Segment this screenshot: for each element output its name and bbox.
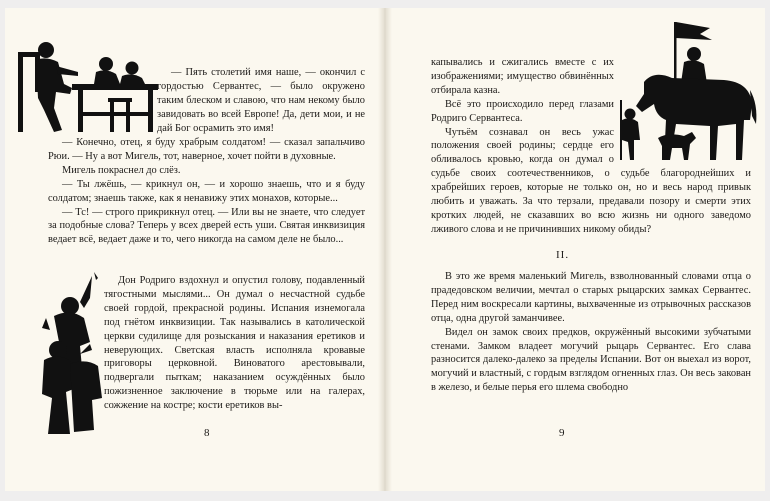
paragraph: Чутьём сознавал он весь ужас положения своей родины; сердце его обливалось кровью, когда он думал о судьбе своих соотечественников, о судьбе благороднейших и храбрейших героев, которые не только он, но и весь народ привык любить и уважать. За что терзали, предавали позору и смерти этих кротких людей, не сказавших во всю жизнь ни одного заведомо лживого слова и не причинивших никому обиды?: [431, 126, 751, 235]
paragraph: — Пять столетий имя наше, — окончил с гордостью Сервантес, — было окружено таким блеском и славою, что нам некому было завидовать во всей Европе! Да, дети мои, и не дай Бог осрамить это имя!: [157, 67, 365, 134]
paragraph: Видел он замок своих предков, окружённый высокими зубчатыми стенами. Замком владеет могучий рыцарь Сервантес. Его слава разносится далеко-далеко за пределы Испании. Вот он выехал из ворот, могучий и властный, с гордым взглядом огненных глаз. Он весь закован в железо, и белые перья его шлема свободно: [431, 326, 751, 394]
left-text-block-3: [104, 274, 365, 413]
chapter-heading: II.: [556, 249, 570, 261]
paragraph: В это же время маленький Мигель, взволнованный словами отца о прадедовском величии, мечтал о старых рыцарских замках Сервантес. Перед ним воскресали картины, выхваченные из отрывочных рассказов отца, одна другой заманчивее.: [431, 271, 751, 324]
paragraph: Мигель покраснел до слёз.: [62, 164, 181, 176]
paragraph: — Конечно, отец, я буду храбрым солдатом! — сказал запальчиво Рюи. — Ну а вот Мигель, тот, наверное, хочет пойти в духовные.: [48, 137, 365, 162]
left-text-block-1: [157, 66, 365, 136]
book-gutter: [378, 8, 392, 491]
page-number-left: 8: [204, 427, 210, 439]
paragraph: — Тс! — строго прикрикнул отец. — Или вы не знаете, что следует за подобные слова? Теперь у всех дверей есть уши. Святая инквизиция ведает всё, ведает даже и то, чего никогда на самом деле не было...: [48, 206, 365, 246]
paragraph: капывались и сжигались вместе с их изображениями; имущество обвинённых отбирала казна.: [431, 57, 614, 96]
right-text-block-1a: [431, 56, 751, 237]
image-wrap-float: [614, 56, 751, 162]
paragraph: — Ты лжёшь, — крикнул он, — и хорошо знаешь, что и я буду солдатом; знаешь также, как я ненавижу этих монахов, которые...: [48, 178, 365, 204]
paragraph: Дон Родриго вздохнул и опустил голову, подавленный тягостными мыслями... Он думал о несчастной судьбе своей гордой, прекрасной родины. Испания изнемогала под гнётом инквизиции. Так назывались в католической церкви судилище для розыскания и наказания еретиков и неверующих. Светская власть исполняла кровавые приговоры церковной. Виноватого арестовывали, подвергали пыткам; наказанием осуждённых было пожизненное заключение в тюрьме или на галерах, сожжение на костре; кости еретиков вы-: [104, 275, 365, 412]
family-at-table-silhouette: [12, 38, 160, 134]
right-text-block-2: [431, 270, 751, 395]
paragraph: Всё это происходило перед глазами Родриго Сервантеса.: [431, 98, 614, 124]
left-text-block-2: [48, 136, 365, 247]
hooded-figures-silhouette: [36, 268, 104, 436]
page-number-right: 9: [559, 427, 565, 439]
